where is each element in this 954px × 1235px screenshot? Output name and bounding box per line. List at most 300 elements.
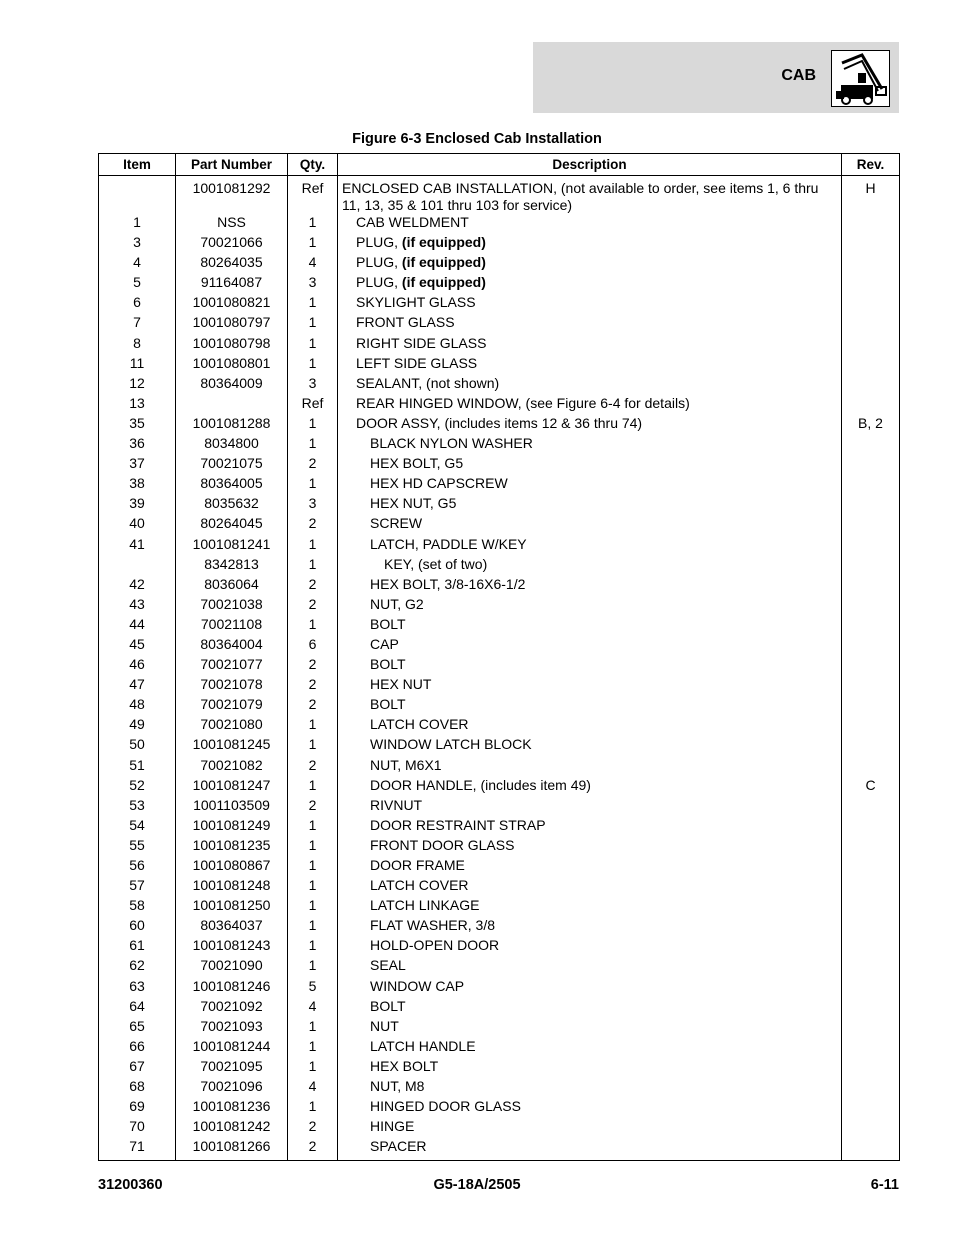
- part-number-cell: 1001081243: [176, 937, 288, 957]
- part-number-cell: 70021093: [176, 1018, 288, 1038]
- item-cell: 48: [99, 696, 176, 716]
- rev-cell: [842, 716, 900, 736]
- item-cell: 13: [99, 395, 176, 415]
- item-cell: 6: [99, 294, 176, 314]
- qty-cell: 1: [288, 837, 338, 857]
- description-text: [338, 616, 841, 633]
- part-number-cell: 70021066: [176, 234, 288, 254]
- table-row: [99, 1118, 900, 1138]
- part-number-cell: [176, 395, 288, 415]
- table-row: [99, 696, 900, 716]
- description-cell: [338, 495, 842, 515]
- part-number-cell: 70021075: [176, 455, 288, 475]
- qty-cell: 3: [288, 375, 338, 395]
- qty-cell: 1: [288, 415, 338, 435]
- part-number-cell: 91164087: [176, 274, 288, 294]
- description-label: REAR HINGED WINDOW, (see Figure 6-4 for details): [356, 394, 690, 411]
- description-cell: [338, 616, 842, 636]
- description-text: [338, 234, 841, 251]
- part-number-cell: NSS: [176, 214, 288, 234]
- rev-cell: [842, 857, 900, 877]
- part-number-cell: 8034800: [176, 435, 288, 455]
- description-cell: [338, 716, 842, 736]
- description-label: LATCH COVER: [370, 716, 469, 733]
- part-number-cell: 70021080: [176, 716, 288, 736]
- item-cell: 69: [99, 1098, 176, 1118]
- part-number-cell: 70021095: [176, 1058, 288, 1078]
- qty-cell: Ref: [288, 395, 338, 415]
- description-label: SPACER: [370, 1138, 427, 1155]
- description-label: HEX HD CAPSCREW: [370, 475, 508, 492]
- part-number-cell: 80264045: [176, 515, 288, 535]
- table-row: [99, 797, 900, 817]
- part-number-cell: 70021038: [176, 596, 288, 616]
- part-number-cell: 1001081241: [176, 536, 288, 556]
- item-cell: 66: [99, 1038, 176, 1058]
- part-number-cell: 1001080821: [176, 294, 288, 314]
- part-number-cell: 70021078: [176, 676, 288, 696]
- table-row: [99, 1138, 900, 1161]
- table-row: [99, 234, 900, 254]
- description-label: LATCH HANDLE: [370, 1037, 476, 1054]
- table-row: [99, 857, 900, 877]
- rev-cell: [842, 435, 900, 455]
- part-number-cell: 1001081248: [176, 877, 288, 897]
- rev-cell: [842, 335, 900, 355]
- item-cell: 37: [99, 455, 176, 475]
- description-cell: [338, 797, 842, 817]
- description-text: [338, 1058, 841, 1075]
- qty-cell: 1: [288, 957, 338, 977]
- item-cell: 47: [99, 676, 176, 696]
- table-row: [99, 636, 900, 656]
- part-number-cell: 1001081244: [176, 1038, 288, 1058]
- item-cell: 8: [99, 335, 176, 355]
- rev-cell: [842, 375, 900, 395]
- item-cell: 64: [99, 998, 176, 1018]
- part-number-cell: 70021096: [176, 1078, 288, 1098]
- rev-cell: [842, 676, 900, 696]
- table-row: [99, 1018, 900, 1038]
- description-text: [338, 576, 841, 593]
- qty-cell: 1: [288, 1058, 338, 1078]
- table-row: [99, 415, 900, 435]
- description-label: BLACK NYLON WASHER: [370, 435, 533, 452]
- item-cell: 62: [99, 957, 176, 977]
- rev-cell: [842, 515, 900, 535]
- description-cell: [338, 294, 842, 314]
- part-number-cell: 1001081236: [176, 1098, 288, 1118]
- rev-cell: [842, 536, 900, 556]
- section-title: CAB: [781, 67, 816, 84]
- item-cell: [99, 176, 176, 215]
- item-cell: 49: [99, 716, 176, 736]
- rev-cell: [842, 877, 900, 897]
- part-number-cell: 1001081249: [176, 817, 288, 837]
- description-label: SEAL: [370, 957, 406, 974]
- table-row: [99, 757, 900, 777]
- description-cell: [338, 696, 842, 716]
- part-number-cell: 8036064: [176, 576, 288, 596]
- qty-cell: 1: [288, 435, 338, 455]
- rev-cell: [842, 1038, 900, 1058]
- table-row: [99, 395, 900, 415]
- description-cell: [338, 777, 842, 797]
- description-cell: [338, 556, 842, 576]
- table-row: [99, 556, 900, 576]
- description-text: [338, 877, 841, 894]
- description-text: [338, 294, 841, 311]
- item-cell: 4: [99, 254, 176, 274]
- part-number-cell: 1001080867: [176, 857, 288, 877]
- part-number-cell: 1001081288: [176, 415, 288, 435]
- description-label: FRONT GLASS: [356, 314, 455, 331]
- rev-cell: [842, 1018, 900, 1038]
- qty-cell: 1: [288, 294, 338, 314]
- description-note: (if equipped): [401, 234, 486, 251]
- item-cell: 46: [99, 656, 176, 676]
- footer-document-number: 31200360: [98, 1177, 163, 1193]
- description-label: NUT: [370, 1017, 399, 1034]
- description-label: LATCH COVER: [370, 877, 469, 894]
- part-number-cell: 70021082: [176, 757, 288, 777]
- description-text: [338, 957, 841, 974]
- description-cell: [338, 857, 842, 877]
- item-cell: 71: [99, 1138, 176, 1161]
- item-cell: 55: [99, 837, 176, 857]
- description-label: FLAT WASHER, 3/8: [370, 917, 495, 934]
- description-cell: [338, 475, 842, 495]
- part-number-cell: 1001081250: [176, 897, 288, 917]
- rev-cell: [842, 817, 900, 837]
- qty-cell: 2: [288, 576, 338, 596]
- description-cell: [338, 375, 842, 395]
- description-cell: [338, 1098, 842, 1118]
- rev-cell: [842, 757, 900, 777]
- part-number-cell: 1001081245: [176, 736, 288, 756]
- rev-cell: [842, 455, 900, 475]
- table-row: [99, 355, 900, 375]
- description-label: NUT, M6X1: [370, 756, 442, 773]
- table-row: [99, 937, 900, 957]
- rev-cell: [842, 274, 900, 294]
- table-row: [99, 475, 900, 495]
- description-label: HEX NUT, G5: [370, 495, 457, 512]
- description-cell: [338, 1078, 842, 1098]
- column-header-qty: Qty.: [288, 154, 338, 176]
- item-cell: 44: [99, 616, 176, 636]
- qty-cell: 1: [288, 716, 338, 736]
- part-number-cell: 1001081246: [176, 978, 288, 998]
- rev-cell: [842, 355, 900, 375]
- description-text: [338, 917, 841, 934]
- item-cell: 51: [99, 757, 176, 777]
- qty-cell: 2: [288, 696, 338, 716]
- qty-cell: 1: [288, 536, 338, 556]
- description-cell: [338, 455, 842, 475]
- description-cell: [338, 176, 842, 215]
- item-cell: 1: [99, 214, 176, 234]
- table-row: [99, 495, 900, 515]
- table-row: [99, 254, 900, 274]
- qty-cell: 2: [288, 757, 338, 777]
- description-text: [338, 314, 841, 331]
- rev-cell: [842, 314, 900, 334]
- description-text: [338, 676, 841, 693]
- description-cell: [338, 837, 842, 857]
- description-cell: [338, 515, 842, 535]
- description-label: CAB WELDMENT: [356, 214, 469, 230]
- qty-cell: 1: [288, 917, 338, 937]
- table-row: [99, 736, 900, 756]
- description-text: [338, 757, 841, 774]
- rev-cell: [842, 696, 900, 716]
- table-row: [99, 716, 900, 736]
- rev-cell: H: [842, 176, 900, 215]
- qty-cell: 1: [288, 214, 338, 234]
- description-cell: [338, 897, 842, 917]
- qty-cell: 3: [288, 274, 338, 294]
- description-label: WINDOW CAP: [370, 977, 465, 994]
- item-cell: 58: [99, 897, 176, 917]
- description-cell: [338, 676, 842, 696]
- description-cell: [338, 214, 842, 234]
- rev-cell: [842, 495, 900, 515]
- qty-cell: 1: [288, 1098, 338, 1118]
- description-text: [338, 797, 841, 814]
- item-cell: 12: [99, 375, 176, 395]
- qty-cell: 1: [288, 777, 338, 797]
- description-cell: [338, 998, 842, 1018]
- qty-cell: 2: [288, 515, 338, 535]
- part-number-cell: 1001081242: [176, 1118, 288, 1138]
- qty-cell: 1: [288, 937, 338, 957]
- description-label: BOLT: [370, 997, 406, 1014]
- qty-cell: 1: [288, 857, 338, 877]
- column-header-rev: Rev.: [842, 154, 900, 176]
- qty-cell: Ref: [288, 176, 338, 215]
- column-header-item: Item: [99, 154, 176, 176]
- table-row: [99, 656, 900, 676]
- item-cell: 63: [99, 978, 176, 998]
- description-text: [338, 1018, 841, 1035]
- description-label: ENCLOSED CAB INSTALLATION, (not available to order, see items 1, 6 thru 11, 13, 35 & 101 thru 103 for service): [342, 180, 819, 213]
- rev-cell: [842, 656, 900, 676]
- qty-cell: 2: [288, 676, 338, 696]
- description-text: [338, 1078, 841, 1095]
- description-text: [338, 515, 841, 532]
- item-cell: 70: [99, 1118, 176, 1138]
- description-text: [338, 475, 841, 492]
- item-cell: 60: [99, 917, 176, 937]
- description-cell: [338, 957, 842, 977]
- rev-cell: [842, 556, 900, 576]
- description-label: HEX BOLT, G5: [370, 455, 464, 472]
- item-cell: 54: [99, 817, 176, 837]
- item-cell: 65: [99, 1018, 176, 1038]
- description-label: SCREW: [370, 515, 423, 532]
- item-cell: 56: [99, 857, 176, 877]
- part-number-cell: 1001103509: [176, 797, 288, 817]
- description-label: LEFT SIDE GLASS: [356, 354, 478, 371]
- description-cell: [338, 435, 842, 455]
- rev-cell: C: [842, 777, 900, 797]
- figure-title: Figure 6-3 Enclosed Cab Installation: [352, 131, 602, 147]
- table-row: [99, 817, 900, 837]
- table-row: [99, 576, 900, 596]
- table-row: [99, 1098, 900, 1118]
- table-row: [99, 314, 900, 334]
- rev-cell: [842, 254, 900, 274]
- description-note: (if equipped): [401, 254, 486, 271]
- item-cell: 57: [99, 877, 176, 897]
- rev-cell: [842, 214, 900, 234]
- description-text: [338, 214, 841, 231]
- rev-cell: [842, 797, 900, 817]
- rev-cell: [842, 294, 900, 314]
- description-text: [338, 274, 841, 291]
- qty-cell: 2: [288, 596, 338, 616]
- part-number-cell: 70021090: [176, 957, 288, 977]
- part-number-cell: 80364037: [176, 917, 288, 937]
- description-text: [338, 937, 841, 954]
- description-label: PLUG,: [356, 234, 402, 251]
- table-row: [99, 1058, 900, 1078]
- rev-cell: [842, 957, 900, 977]
- qty-cell: 2: [288, 1118, 338, 1138]
- item-cell: 38: [99, 475, 176, 495]
- description-cell: [338, 395, 842, 415]
- footer-page-number: 6-11: [870, 1177, 899, 1193]
- description-cell: [338, 576, 842, 596]
- description-text: [338, 180, 841, 214]
- description-label: BOLT: [370, 696, 406, 713]
- table-row: [99, 616, 900, 636]
- description-cell: [338, 1058, 842, 1078]
- description-cell: [338, 355, 842, 375]
- description-label: RIVNUT: [370, 796, 423, 813]
- description-text: [338, 777, 841, 794]
- description-text: [338, 736, 841, 753]
- description-cell: [338, 536, 842, 556]
- part-number-cell: 1001080801: [176, 355, 288, 375]
- table-row: [99, 897, 900, 917]
- description-cell: [338, 1118, 842, 1138]
- description-cell: [338, 314, 842, 334]
- part-number-cell: 70021108: [176, 616, 288, 636]
- rev-cell: [842, 475, 900, 495]
- qty-cell: 1: [288, 1018, 338, 1038]
- description-label: DOOR ASSY, (includes items 12 & 36 thru 74): [356, 414, 643, 431]
- qty-cell: 1: [288, 475, 338, 495]
- description-text: [338, 395, 841, 412]
- description-cell: [338, 596, 842, 616]
- description-label: NUT, G2: [370, 595, 424, 612]
- rev-cell: [842, 1078, 900, 1098]
- description-cell: [338, 234, 842, 254]
- description-cell: [338, 254, 842, 274]
- part-number-cell: 1001081247: [176, 777, 288, 797]
- description-text: [338, 415, 841, 432]
- table-row: [99, 536, 900, 556]
- table-row: [99, 998, 900, 1018]
- description-label: HINGED DOOR GLASS: [370, 1098, 521, 1115]
- description-text: [338, 857, 841, 874]
- description-cell: [338, 937, 842, 957]
- description-cell: [338, 736, 842, 756]
- part-number-cell: 70021079: [176, 696, 288, 716]
- part-number-cell: 70021092: [176, 998, 288, 1018]
- qty-cell: 4: [288, 254, 338, 274]
- table-row: [99, 515, 900, 535]
- rev-cell: [842, 1098, 900, 1118]
- table-row: [99, 375, 900, 395]
- description-cell: [338, 1018, 842, 1038]
- description-cell: [338, 978, 842, 998]
- description-cell: [338, 1038, 842, 1058]
- description-label: HINGE: [370, 1118, 415, 1135]
- description-label: HEX BOLT: [370, 1057, 439, 1074]
- description-cell: [338, 877, 842, 897]
- description-label: HEX BOLT, 3/8-16X6-1/2: [370, 575, 526, 592]
- description-text: [338, 375, 841, 392]
- table-row: [99, 676, 900, 696]
- item-cell: 68: [99, 1078, 176, 1098]
- qty-cell: 2: [288, 797, 338, 817]
- rev-cell: B, 2: [842, 415, 900, 435]
- part-number-cell: 80364009: [176, 375, 288, 395]
- part-number-cell: 8342813: [176, 556, 288, 576]
- qty-cell: 3: [288, 495, 338, 515]
- rev-cell: [842, 1138, 900, 1161]
- description-text: [338, 1118, 841, 1135]
- description-cell: [338, 656, 842, 676]
- item-cell: 67: [99, 1058, 176, 1078]
- description-text: [338, 455, 841, 472]
- rev-cell: [842, 736, 900, 756]
- description-text: [338, 1098, 841, 1115]
- qty-cell: 1: [288, 616, 338, 636]
- rev-cell: [842, 636, 900, 656]
- part-number-cell: 1001081266: [176, 1138, 288, 1161]
- table-row: [99, 917, 900, 937]
- rev-cell: [842, 234, 900, 254]
- item-cell: 45: [99, 636, 176, 656]
- part-number-cell: 1001080798: [176, 335, 288, 355]
- part-number-cell: 80364004: [176, 636, 288, 656]
- parts-table: [98, 153, 900, 1161]
- description-text: [338, 556, 841, 573]
- part-number-cell: 1001081292: [176, 176, 288, 215]
- rev-cell: [842, 998, 900, 1018]
- table-row: [99, 214, 900, 234]
- description-text: [338, 1138, 841, 1155]
- item-cell: 61: [99, 937, 176, 957]
- qty-cell: 2: [288, 455, 338, 475]
- rev-cell: [842, 837, 900, 857]
- qty-cell: 6: [288, 636, 338, 656]
- qty-cell: 1: [288, 817, 338, 837]
- part-number-cell: 70021077: [176, 656, 288, 676]
- qty-cell: 1: [288, 234, 338, 254]
- column-header-description: Description: [338, 154, 842, 176]
- description-label: FRONT DOOR GLASS: [370, 836, 515, 853]
- qty-cell: 1: [288, 556, 338, 576]
- table-row: [99, 596, 900, 616]
- qty-cell: 1: [288, 1038, 338, 1058]
- item-cell: 41: [99, 536, 176, 556]
- item-cell: 42: [99, 576, 176, 596]
